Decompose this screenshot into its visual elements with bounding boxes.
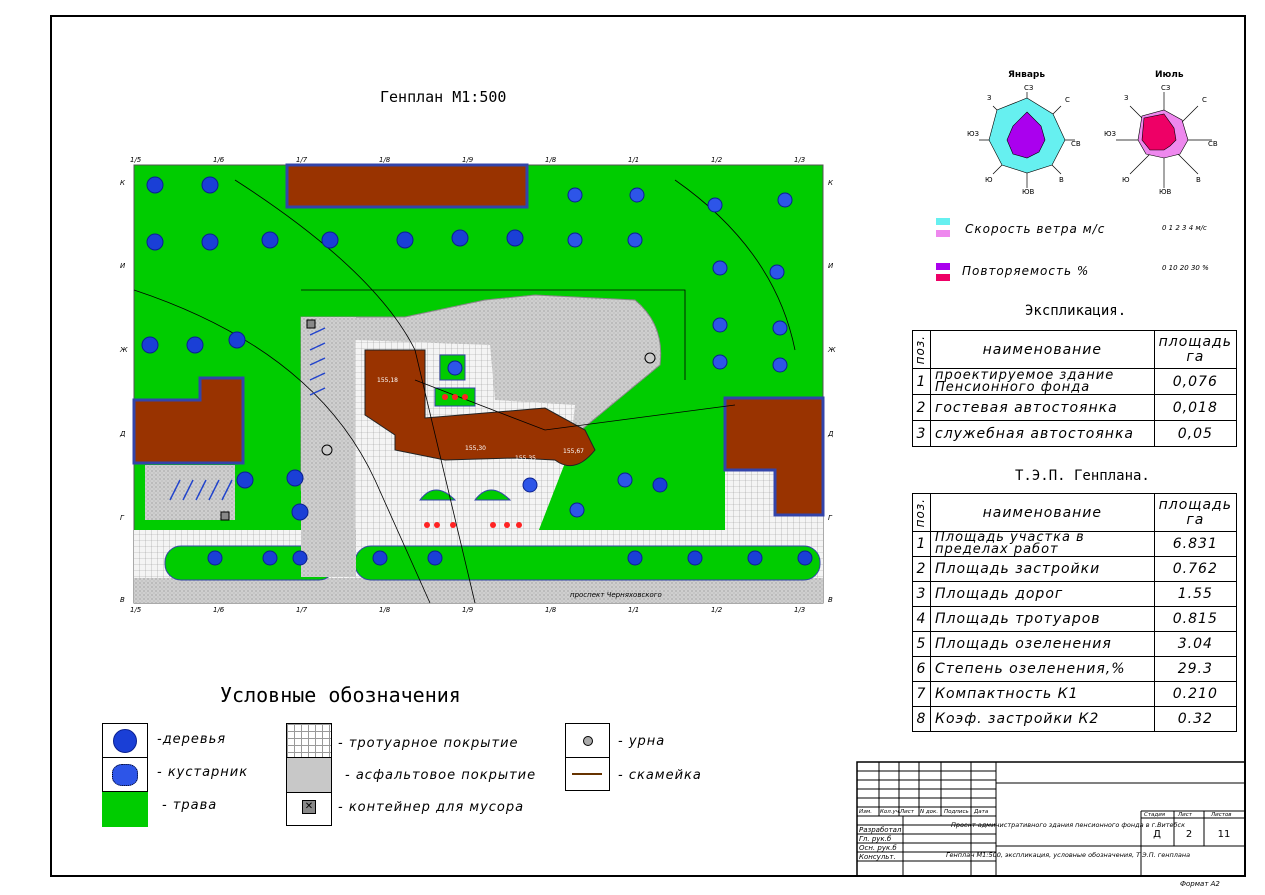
svg-text:З: З	[987, 94, 992, 102]
legend-sidewalk: - тротуарное покрытие	[338, 736, 519, 751]
svg-text:2: 2	[1185, 829, 1193, 840]
svg-text:Дата: Дата	[974, 809, 989, 815]
svg-text:1/2: 1/2	[711, 606, 723, 614]
svg-text:Консульт.: Консульт.	[859, 853, 896, 861]
frequency-label: Повторяемость %	[962, 264, 1090, 278]
container-icon: ✕	[302, 800, 316, 814]
july-title: Июль	[1155, 70, 1184, 80]
svg-text:Ж: Ж	[828, 346, 836, 354]
svg-text:1/9: 1/9	[462, 156, 474, 164]
svg-text:155,35: 155,35	[515, 455, 536, 462]
sidewalk-swatch	[287, 724, 331, 757]
svg-text:В: В	[828, 596, 833, 604]
svg-text:Стадия: Стадия	[1144, 812, 1166, 818]
svg-text:1/6: 1/6	[213, 606, 225, 614]
svg-text:СЗ: СЗ	[1024, 84, 1034, 92]
january-title: Январь	[1008, 70, 1046, 80]
svg-text:1/1: 1/1	[628, 156, 640, 164]
urn-icon	[583, 736, 593, 746]
legend-container: - контейнер для мусора	[338, 800, 525, 815]
svg-text:Разработал: Разработал	[859, 826, 902, 834]
legend-urn: - урна	[618, 734, 666, 749]
svg-text:ЮЗ: ЮЗ	[1104, 130, 1117, 138]
site-plan	[115, 150, 840, 615]
svg-text:Ю: Ю	[1122, 176, 1130, 184]
tep-title: Т.Э.П. Генплана.	[1015, 468, 1150, 484]
svg-text:1/7: 1/7	[296, 156, 308, 164]
explication-title: Экспликация.	[1025, 303, 1127, 319]
wind-speed-label: Скорость ветра м/с	[965, 222, 1106, 236]
wind-roses	[967, 82, 1218, 196]
svg-text:155,30: 155,30	[465, 445, 486, 452]
svg-text:ЮЗ: ЮЗ	[967, 130, 980, 138]
legend-asphalt: - асфальтовое покрытие	[345, 768, 537, 783]
tep-table: поз. наименование площадь га 1 Площадь участка в пределах работ 6.831 2 Площадь застройки 0.762 3 Площадь дорог 1.55 4 Площадь тротуаров 0.815 5 Площадь озеленения 3.04 6 Степень озеленения,% 29.3 7 Компактность К1 0.210 8 Коэф. застройки К2 0.32	[912, 493, 1237, 732]
svg-text:Г: Г	[120, 514, 124, 522]
svg-text:11: 11	[1217, 829, 1231, 840]
tree-icon	[113, 729, 137, 753]
svg-text:СВ: СВ	[1071, 140, 1081, 148]
legend-bench: - скамейка	[618, 768, 702, 783]
svg-text:1/5: 1/5	[130, 156, 142, 164]
svg-text:1/8: 1/8	[545, 606, 557, 614]
svg-text:1/3: 1/3	[794, 156, 806, 164]
building-top	[287, 165, 527, 207]
svg-text:1/2: 1/2	[711, 156, 723, 164]
legend-title: Условные обозначения	[220, 683, 461, 707]
explication-table: поз. наименование площадь га 1 проектируемое здание Пенсионного фонда 0,076 2 гостевая автостоянка 0,018 3 служебная автостоянка 0,05	[912, 330, 1237, 447]
svg-text:Ю: Ю	[985, 176, 993, 184]
svg-text:Лист: Лист	[900, 809, 914, 815]
street-road	[134, 578, 823, 603]
svg-text:С: С	[1065, 96, 1070, 104]
svg-text:В: В	[120, 596, 125, 604]
svg-text:155,18: 155,18	[377, 377, 398, 384]
svg-text:1/9: 1/9	[462, 606, 474, 614]
svg-text:1/7: 1/7	[296, 606, 308, 614]
svg-text:ЮВ: ЮВ	[1022, 188, 1035, 196]
svg-text:С: С	[1202, 96, 1207, 104]
stamp-project: Проект административного здания пенсионного фонда в г.Витебск	[950, 821, 1186, 829]
svg-text:Кол.уч.: Кол.уч.	[880, 809, 901, 815]
svg-text:1/8: 1/8	[379, 606, 391, 614]
svg-text:И: И	[120, 262, 126, 270]
svg-text:Изм.: Изм.	[859, 809, 872, 815]
svg-text:Г: Г	[828, 514, 832, 522]
svg-text:Ж: Ж	[120, 346, 128, 354]
shrub-icon	[112, 764, 138, 786]
svg-text:N док.: N док.	[920, 809, 939, 815]
format-label: Формат А2	[1180, 880, 1220, 888]
svg-text:В: В	[1196, 176, 1201, 184]
svg-text:Листов: Листов	[1211, 812, 1232, 818]
frequency-scale: 0 10 20 30 %	[1162, 264, 1209, 272]
svg-text:К: К	[828, 179, 833, 187]
svg-text:СВ: СВ	[1208, 140, 1218, 148]
svg-text:Гл. рук.б: Гл. рук.б	[859, 835, 892, 843]
svg-text:Лист: Лист	[1178, 812, 1192, 818]
svg-text:Д: Д	[828, 430, 834, 438]
speed-scale: 0 1 2 3 4 м/с	[1162, 224, 1207, 232]
svg-text:1/8: 1/8	[545, 156, 557, 164]
svg-text:И: И	[828, 262, 834, 270]
svg-text:Д: Д	[1153, 829, 1161, 840]
svg-text:1/1: 1/1	[628, 606, 640, 614]
svg-text:Д: Д	[120, 430, 126, 438]
svg-text:К: К	[120, 179, 125, 187]
stamp-sheet-title: Генплан М1:500, экспликация, условные обозначения, Т.Э.П. генплана	[945, 851, 1191, 859]
svg-text:1/6: 1/6	[213, 156, 225, 164]
svg-text:З: З	[1124, 94, 1129, 102]
svg-text:1/8: 1/8	[379, 156, 391, 164]
grass-swatch	[102, 791, 148, 827]
title-block	[856, 761, 1246, 877]
svg-text:1/5: 1/5	[130, 606, 142, 614]
svg-text:Подпись: Подпись	[944, 809, 969, 815]
bench-icon	[572, 773, 602, 775]
svg-text:В: В	[1059, 176, 1064, 184]
svg-text:ЮВ: ЮВ	[1159, 188, 1172, 196]
legend-shrubs: - кустарник	[157, 765, 249, 780]
street-label: проспект Черняховского	[570, 591, 662, 599]
plan-title: Генплан М1:500	[380, 88, 507, 106]
asphalt-swatch	[287, 757, 331, 793]
svg-text:1/3: 1/3	[794, 606, 806, 614]
legend-trees: -деревья	[157, 732, 227, 747]
svg-text:155,67: 155,67	[563, 448, 584, 455]
legend-grass: - трава	[162, 798, 218, 813]
svg-text:Осн. рук.б: Осн. рук.б	[859, 844, 897, 852]
svg-text:СЗ: СЗ	[1161, 84, 1171, 92]
